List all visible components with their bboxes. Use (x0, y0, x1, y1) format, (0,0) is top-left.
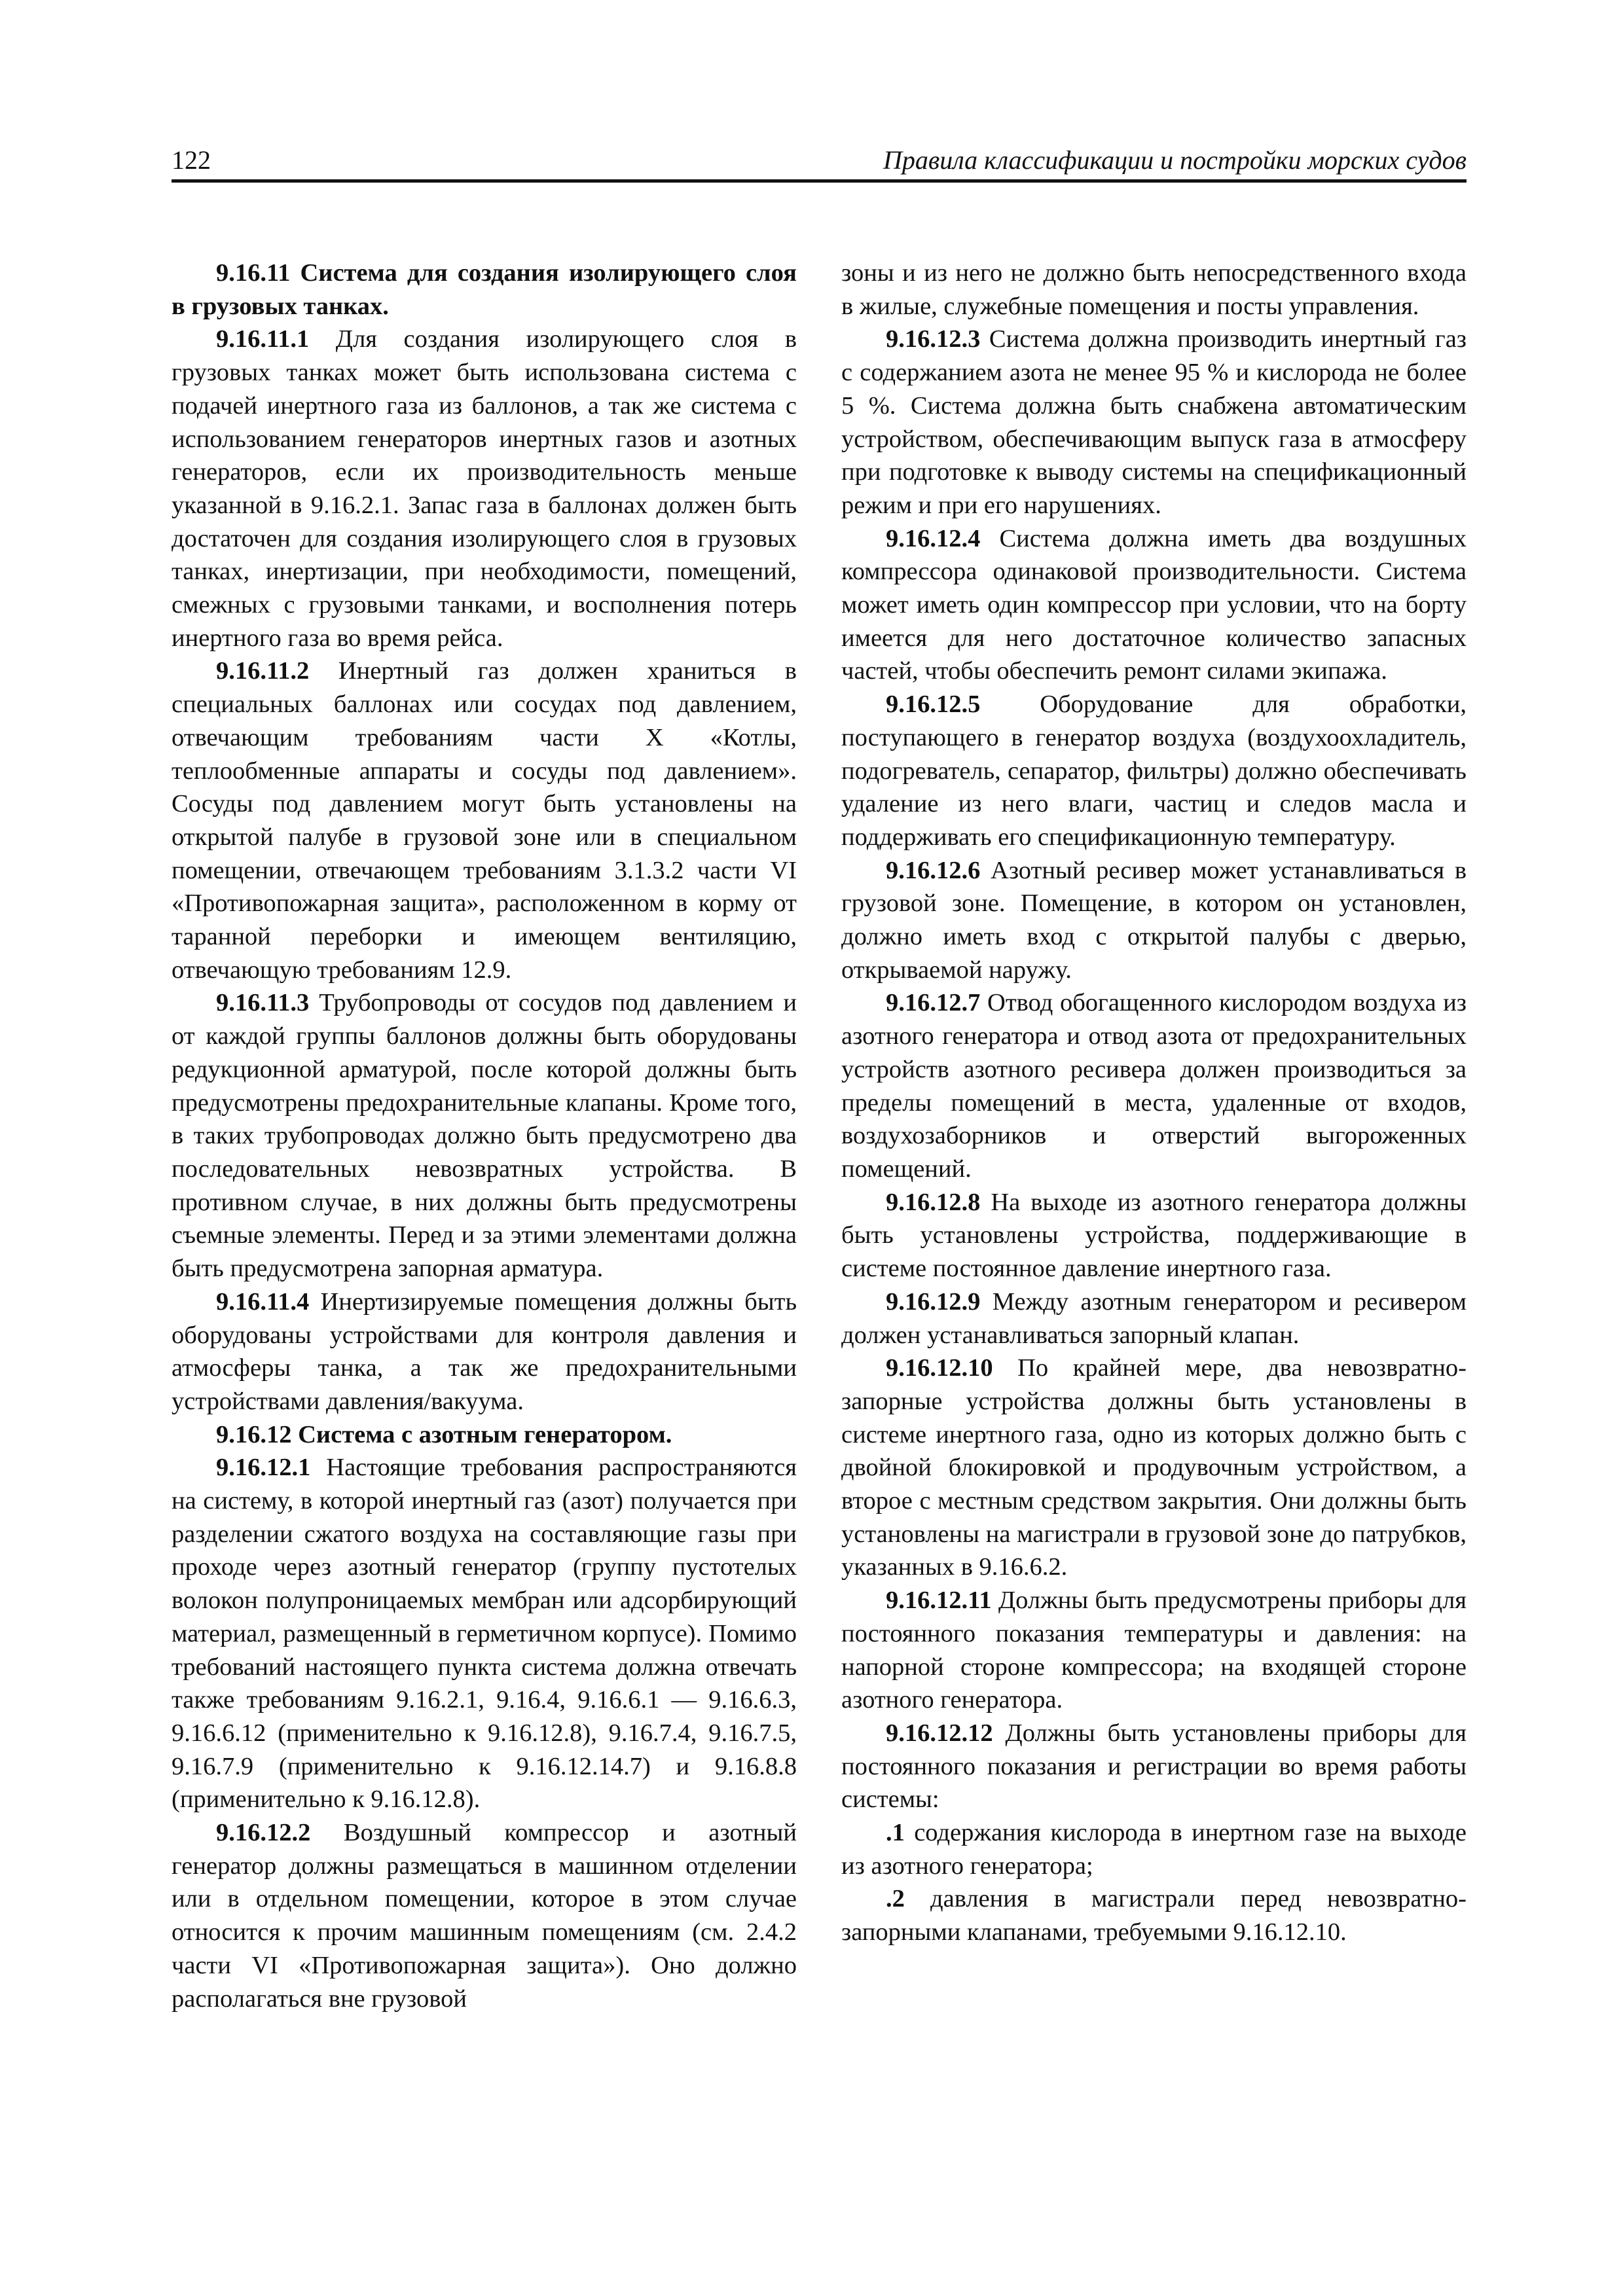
paragraph (172, 323, 797, 655)
paragraph-text: Настоящие требования распространяются на систему, в которой инертный газ (азот) получается при разделении сжатого воздуха на составляющие газы при проходе через азотный генератор (группу пустотелых волокон полупроницаемых мембран или адсорбирующий материал, размещенный в герметичном корпусе). Помимо требований настоящего пункта система должна отвечать также требованиям 9.16.2.1, 9.16.4, 9.16.6.1 — 9.16.6.3, 9.16.6.12 (применительно к 9.16.12.8), 9.16.7.4, 9.16.7.5, 9.16.7.9 (применительно к 9.16.12.14.7) и 9.16.8.8 (применительно к 9.16.12.8). (172, 1454, 797, 1814)
paragraph-text: Трубопроводы от сосудов под давлением и от каждой группы баллонов должны быть оборудованы редукционной арматурой, после которой должны быть предусмотрены предохранительные клапаны. Кроме того, в таких трубопроводах должно быть предусмотрено два последовательных невозвратных устройства. В противном случае, в них должны быть предусмотрены съемные элементы. Перед и за этими элементами должна быть предусмотрена запорная арматура. (172, 989, 797, 1283)
paragraph (841, 986, 1467, 1185)
paragraph-text: Система должна производить инертный газ с содержанием азота не менее 95 % и кислорода не более 5 %. Система должна быть снабжена автоматическим устройством, обеспечивающим выпуск газа в атмосферу при подготовке к выводу системы на спецификационный режим и при его нарушениях. (841, 325, 1467, 519)
paragraph (841, 1584, 1467, 1717)
paragraph (841, 1882, 1467, 1948)
paragraph-text: зоны и из него не должно быть непосредственного входа в жилые, служебные помещения и посты управления. (841, 259, 1467, 320)
clause-number: 9.16.11.3 (216, 989, 310, 1017)
paragraph-text: По крайней мере, два невозвратно-запорные устройства должны быть установлены в системе инертного газа, одно из которых должно быть с двойной блокировкой и продувочным устройством, а второе с местным средством закрытия. Они должны быть установлены на магистрали в грузовой зоне до патрубков, указанных в 9.16.6.2. (841, 1354, 1467, 1581)
clause-number: 9.16.12.10 (886, 1354, 993, 1382)
paragraph (172, 655, 797, 986)
paragraph (841, 1717, 1467, 1816)
paragraph (172, 1285, 797, 1418)
section-heading: 9.16.12 Система с азотным генератором. (216, 1420, 672, 1448)
clause-number: 9.16.12.12 (886, 1719, 993, 1747)
paragraph-text: Инертизируемые помещения должны быть оборудованы устройствами для контроля давления и атмосферы танка, а так же предохранительными устройствами давления/вакуума. (172, 1287, 797, 1415)
clause-number: 9.16.12.8 (886, 1188, 981, 1216)
clause-number: .1 (886, 1819, 905, 1847)
left-column (172, 257, 797, 2015)
clause-number: 9.16.12.11 (886, 1587, 992, 1615)
clause-number: 9.16.12.9 (886, 1287, 981, 1316)
clause-number: 9.16.12.5 (886, 691, 981, 719)
paragraph-text: Азотный ресивер может устанавливаться в грузовой зоне. Помещение, в котором он установлен, должно иметь вход с открытой палубы с дверью, открываемой наружу. (841, 856, 1467, 984)
clause-number: 9.16.12.2 (216, 1819, 311, 1847)
paragraph (172, 986, 797, 1285)
clause-number: 9.16.12.6 (886, 856, 981, 884)
paragraph (841, 323, 1467, 522)
clause-number: 9.16.12.4 (886, 524, 981, 552)
paragraph-text: Должны быть предусмотрены приборы для постоянного показания температуры и давления: на напорной стороне компрессора; на входящей стороне азотного генератора. (841, 1587, 1467, 1714)
clause-number: .2 (886, 1885, 905, 1913)
paragraph-text: Должны быть установлены приборы для постоянного показания и регистрации во время работы системы: (841, 1719, 1467, 1814)
section-heading: 9.16.11 Система для создания изолирующего слоя в грузовых танках. (172, 259, 797, 320)
paragraph (841, 1285, 1467, 1352)
paragraph-text: давления в магистрали перед невозвратно-запорными клапанами, требуемыми 9.16.12.10. (841, 1885, 1467, 1946)
paragraph (841, 522, 1467, 689)
clause-number: 9.16.11.4 (216, 1287, 310, 1316)
right-column (841, 257, 1467, 1949)
clause-number: 9.16.12.7 (886, 989, 981, 1017)
running-title: Правила классификации и постройки морских судов (883, 145, 1467, 175)
paragraph (841, 1186, 1467, 1285)
paragraph-text: Система должна иметь два воздушных компрессора одинаковой производительности. Система может иметь один компрессор при условии, что на борту имеется для него достаточное количество запасных частей, чтобы обеспечить ремонт силами экипажа. (841, 524, 1467, 685)
paragraph-text: Между азотным генератором и ресивером должен устанавливаться запорный клапан. (841, 1287, 1467, 1349)
paragraph-text: содержания кислорода в инертном газе на выходе из азотного генератора; (841, 1819, 1467, 1880)
clause-number: 9.16.12.3 (886, 325, 981, 353)
paragraph (841, 1352, 1467, 1584)
paragraph-text: Воздушный компрессор и азотный генератор должны размещаться в машинном отделении или в отдельном помещении, которое в этом случае относится к прочим машинным помещениям (см. 2.4.2 части VI «Противопожарная защита»). Оно должно располагаться вне грузовой (172, 1819, 797, 2013)
paragraph (841, 688, 1467, 854)
paragraph (172, 1816, 797, 2015)
paragraph-text: Для создания изолирующего слоя в грузовых танках может быть использована система с подачей инертного газа из баллонов, а так же система с использованием генераторов инертных газов и азотных генераторов, если их производительность меньше указанной в 9.16.2.1. Запас газа в баллонах должен быть достаточен для создания изолирующего слоя в грузовых танках, инертизации, при необходимости, помещений, смежных с грузовыми танками, и восполнения потерь инертного газа во время рейса. (172, 325, 797, 652)
clause-number: 9.16.12.1 (216, 1454, 311, 1482)
page-number: 122 (172, 145, 211, 175)
paragraph-text: На выходе из азотного генератора должны быть установлены устройства, поддерживающие в системе постоянное давление инертного газа. (841, 1188, 1467, 1283)
paragraph-continuation (841, 257, 1467, 323)
page-header (172, 143, 1467, 183)
paragraph (172, 1451, 797, 1816)
clause-number: 9.16.11.1 (216, 325, 310, 353)
paragraph-text: Оборудование для обработки, поступающего в генератор воздуха (воздухоохладитель, подогреватель, сепаратор, фильтры) должно обеспечивать удаление из него влаги, частиц и следов масла и поддерживать его спецификационную температуру. (841, 691, 1467, 851)
paragraph-text: Отвод обогащенного кислородом воздуха из азотного генератора и отвод азота от предохранительных устройств азотного ресивера должен производиться за пределы помещений в места, удаленные от входов, воздухозаборников и отверстий выгороженных помещений. (841, 989, 1467, 1183)
clause-number: 9.16.11.2 (216, 657, 310, 685)
paragraph-text: Инертный газ должен храниться в специальных баллонах или сосудах под давлением, отвечающим требованиям части X «Котлы, теплообменные аппараты и сосуды под давлением». Сосуды под давлением могут быть установлены на открытой палубе в грузовой зоне или в специальном помещении, отвечающем требованиям 3.1.3.2 части VI «Противопожарная защита», расположенном в корму от таранной переборки и имеющем вентиляцию, отвечающую требованиям 12.9. (172, 657, 797, 984)
paragraph (841, 854, 1467, 987)
paragraph (841, 1816, 1467, 1882)
